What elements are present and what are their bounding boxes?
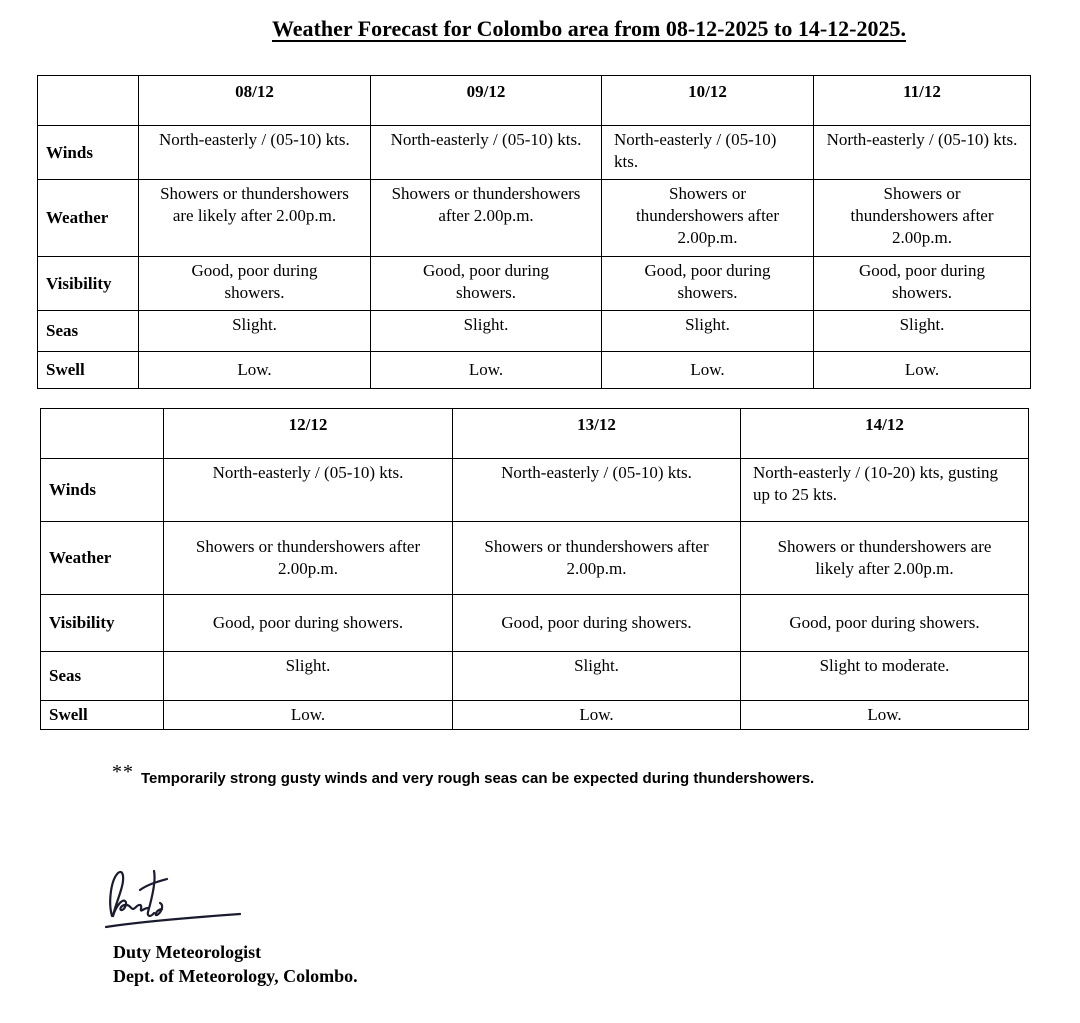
signature-image: [98, 864, 250, 932]
forecast-cell: Slight.: [139, 311, 371, 352]
forecast-table-week2: [40, 408, 1029, 730]
forecast-cell: Good, poor during showers.: [741, 595, 1029, 652]
forecast-cell: Good, poor during showers.: [814, 257, 1031, 311]
forecast-cell: Low.: [741, 701, 1029, 730]
date-header: 10/12: [602, 76, 814, 126]
seas-row: [41, 652, 1029, 701]
forecast-table-week1: [37, 75, 1031, 389]
date-header: 09/12: [371, 76, 602, 126]
forecast-cell: Showers or thundershowers after 2.00p.m.: [602, 180, 814, 257]
date-header: 14/12: [741, 409, 1029, 459]
date-header: 13/12: [453, 409, 741, 459]
swell-row: [38, 352, 1031, 389]
forecast-cell: Slight.: [453, 652, 741, 701]
forecast-cell: North-easterly / (10-20) kts, gusting up to 25 kts.: [741, 459, 1029, 522]
table-header-row: [41, 409, 1029, 459]
visibility-row: [41, 595, 1029, 652]
forecast-cell: Slight.: [814, 311, 1031, 352]
signature-scrawl-icon: [98, 864, 250, 932]
forecast-cell: North-easterly / (05-10) kts.: [164, 459, 453, 522]
forecast-cell: Showers or thundershowers after 2.00p.m.: [164, 522, 453, 595]
forecast-cell: Low.: [371, 352, 602, 389]
forecast-cell: North-easterly / (05-10) kts.: [139, 126, 371, 180]
visibility-row: [38, 257, 1031, 311]
row-label-swell: Swell: [41, 701, 164, 730]
warning-note-text: Temporarily strong gusty winds and very rough seas can be expected during thundershowers.: [141, 770, 815, 787]
row-label-swell: Swell: [38, 352, 139, 389]
forecast-cell: Good, poor during showers.: [371, 257, 602, 311]
row-label-visibility: Visibility: [41, 595, 164, 652]
winds-row: [41, 459, 1029, 522]
forecast-cell: North-easterly / (05-10) kts.: [602, 126, 814, 180]
forecast-cell: Low.: [602, 352, 814, 389]
forecast-cell: Showers or thundershowers are likely after 2.00p.m.: [741, 522, 1029, 595]
row-label-visibility: Visibility: [38, 257, 139, 311]
row-label-winds: Winds: [41, 459, 164, 522]
seas-row: [38, 311, 1031, 352]
weather-row: [41, 522, 1029, 595]
forecast-cell: North-easterly / (05-10) kts.: [453, 459, 741, 522]
forecast-cell: Showers or thundershowers after 2.00p.m.: [371, 180, 602, 257]
row-label-seas: Seas: [41, 652, 164, 701]
row-label-winds: Winds: [38, 126, 139, 180]
weather-row: [38, 180, 1031, 257]
row-label-weather: Weather: [41, 522, 164, 595]
signoff-block: [113, 940, 358, 988]
forecast-cell: Good, poor during showers.: [139, 257, 371, 311]
forecast-cell: Good, poor during showers.: [164, 595, 453, 652]
date-header: 11/12: [814, 76, 1031, 126]
forecast-cell: Showers or thundershowers are likely after 2.00p.m.: [139, 180, 371, 257]
forecast-cell: Low.: [139, 352, 371, 389]
corner-cell: [41, 409, 164, 459]
date-header: 08/12: [139, 76, 371, 126]
forecast-cell: Low.: [164, 701, 453, 730]
forecast-cell: North-easterly / (05-10) kts.: [814, 126, 1031, 180]
forecast-cell: Good, poor during showers.: [602, 257, 814, 311]
forecast-cell: Slight.: [371, 311, 602, 352]
forecast-cell: North-easterly / (05-10) kts.: [371, 126, 602, 180]
forecast-cell: Showers or thundershowers after 2.00p.m.: [453, 522, 741, 595]
asterisk-marker: **: [112, 761, 134, 783]
page-title: Weather Forecast for Colombo area from 08-12-2025 to 14-12-2025.: [271, 16, 906, 41]
signoff-role: Duty Meteorologist: [113, 942, 262, 962]
forecast-cell: Showers or thundershowers after 2.00p.m.: [814, 180, 1031, 257]
signoff-department: Dept. of Meteorology, Colombo.: [113, 966, 358, 986]
forecast-cell: Low.: [814, 352, 1031, 389]
swell-row: [41, 701, 1029, 730]
row-label-seas: Seas: [38, 311, 139, 352]
row-label-weather: Weather: [38, 180, 139, 257]
forecast-cell: Slight to moderate.: [741, 652, 1029, 701]
forecast-cell: Slight.: [164, 652, 453, 701]
warning-note: [112, 761, 814, 788]
forecast-cell: Good, poor during showers.: [453, 595, 741, 652]
date-header: 12/12: [164, 409, 453, 459]
corner-cell: [38, 76, 139, 126]
forecast-cell: Low.: [453, 701, 741, 730]
table-header-row: [38, 76, 1031, 126]
forecast-cell: Slight.: [602, 311, 814, 352]
winds-row: [38, 126, 1031, 180]
